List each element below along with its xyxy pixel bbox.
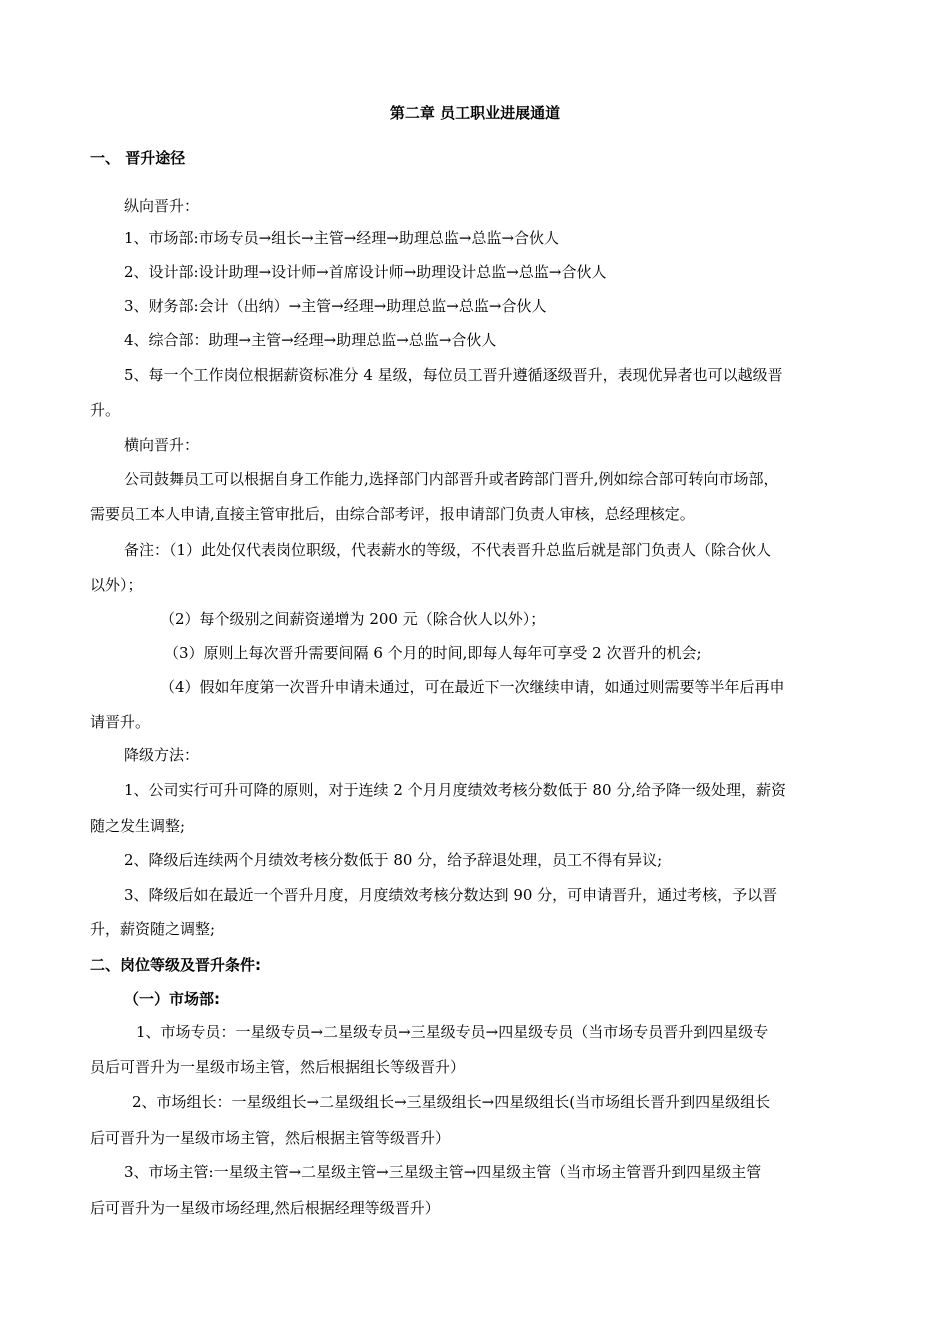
market-dept-heading: （一）市场部: [124, 990, 220, 1008]
vertical-item-4: 4、综合部：助理→主管→经理→助理总监→总监→合伙人 [124, 331, 497, 349]
market-item-1-line1: 1、市场专员：一星级专员→二星级专员→三星级专员→四星级专员（当市场专员晋升到四星级专 [136, 1023, 769, 1041]
note-2: （2）每个级别之间薪资递增为 200 元（除合伙人以外）； [160, 610, 546, 628]
market-item-3-line1: 3、市场主管:一星级主管→二星级主管→三星级主管→四星级主管（当市场主管晋升到四星级主管 [124, 1163, 762, 1181]
demotion-item-1-line2: 随之发生调整; [90, 817, 186, 835]
vertical-promotion-label: 纵向晋升： [124, 197, 200, 215]
vertical-item-1: 1、市场部:市场专员→组长→主管→经理→助理总监→总监→合伙人 [124, 229, 560, 247]
vertical-item-2: 2、设计部:设计助理→设计师→首席设计师→助理设计总监→总监→合伙人 [124, 263, 607, 281]
note-4-line1: （4）假如年度第一次晋升申请未通过，可在最近下一次继续申请，如通过则需要等半年后再申 [160, 678, 785, 696]
note-3: （3）原则上每次晋升需要间隔 6 个月的时间,即每人每年可享受 2 次晋升的机会; [164, 644, 702, 662]
market-item-3-line2: 后可晋升为一星级市场经理,然后根据经理等级晋升） [90, 1199, 440, 1217]
section-heading-grades: 二、岗位等级及晋升条件: [90, 956, 261, 974]
note-1-line2: 以外）； [90, 576, 143, 594]
section-heading-promotion-paths: 一、 晋升途径 [90, 149, 186, 167]
market-item-1-line2: 员后可晋升为一星级市场主管，然后根据组长等级晋升） [90, 1058, 466, 1076]
market-item-2-line2: 后可晋升为一星级市场主管，然后根据主管等级晋升） [90, 1129, 451, 1147]
note-4-line2: 请晋升。 [90, 713, 151, 731]
horizontal-text-line2: 需要员工本人申请,直接主管审批后，由综合部考评，报申请部门负责人审核，总经理核定。 [90, 505, 695, 523]
horizontal-text-line1: 公司鼓舞员工可以根据自身工作能力,选择部门内部晋升或者跨部门晋升,例如综合部可转向市场部， [124, 470, 779, 488]
demotion-item-3-line1: 3、降级后如在最近一个晋升月度，月度绩效考核分数达到 90 分，可申请晋升，通过考核，予以晋 [124, 886, 778, 904]
note-1-line1: 备注：（1）此处仅代表岗位职级，代表薪水的等级，不代表晋升总监后就是部门负责人（除合伙人 [124, 541, 772, 559]
demotion-item-3-line2: 升，薪资随之调整; [90, 920, 216, 938]
horizontal-promotion-label: 横向晋升： [124, 436, 200, 454]
vertical-item-5-line1: 5、每一个工作岗位根据薪资标准分 4 星级，每位员工晋升遵循逐级晋升，表现优异者也可以越级晋 [124, 366, 783, 384]
demotion-item-2: 2、降级后连续两个月绩效考核分数低于 80 分，给予辞退处理，员工不得有异议; [124, 851, 663, 869]
demotion-label: 降级方法： [124, 746, 200, 764]
demotion-item-1-line1: 1、公司实行可升可降的原则，对于连续 2 个月月度绩效考核分数低于 80 分,给予降一级处理，薪资 [124, 781, 787, 799]
vertical-item-5-line2: 升。 [90, 401, 121, 419]
vertical-item-3: 3、财务部:会计（出纳）→主管→经理→助理总监→总监→合伙人 [124, 297, 547, 315]
chapter-title: 第二章 员工职业进展通道 [389, 104, 561, 122]
market-item-2-line1: 2、市场组长：一星级组长→二星级组长→三星级组长→四星级组长(当市场组长晋升到四星级组长 [132, 1093, 771, 1111]
